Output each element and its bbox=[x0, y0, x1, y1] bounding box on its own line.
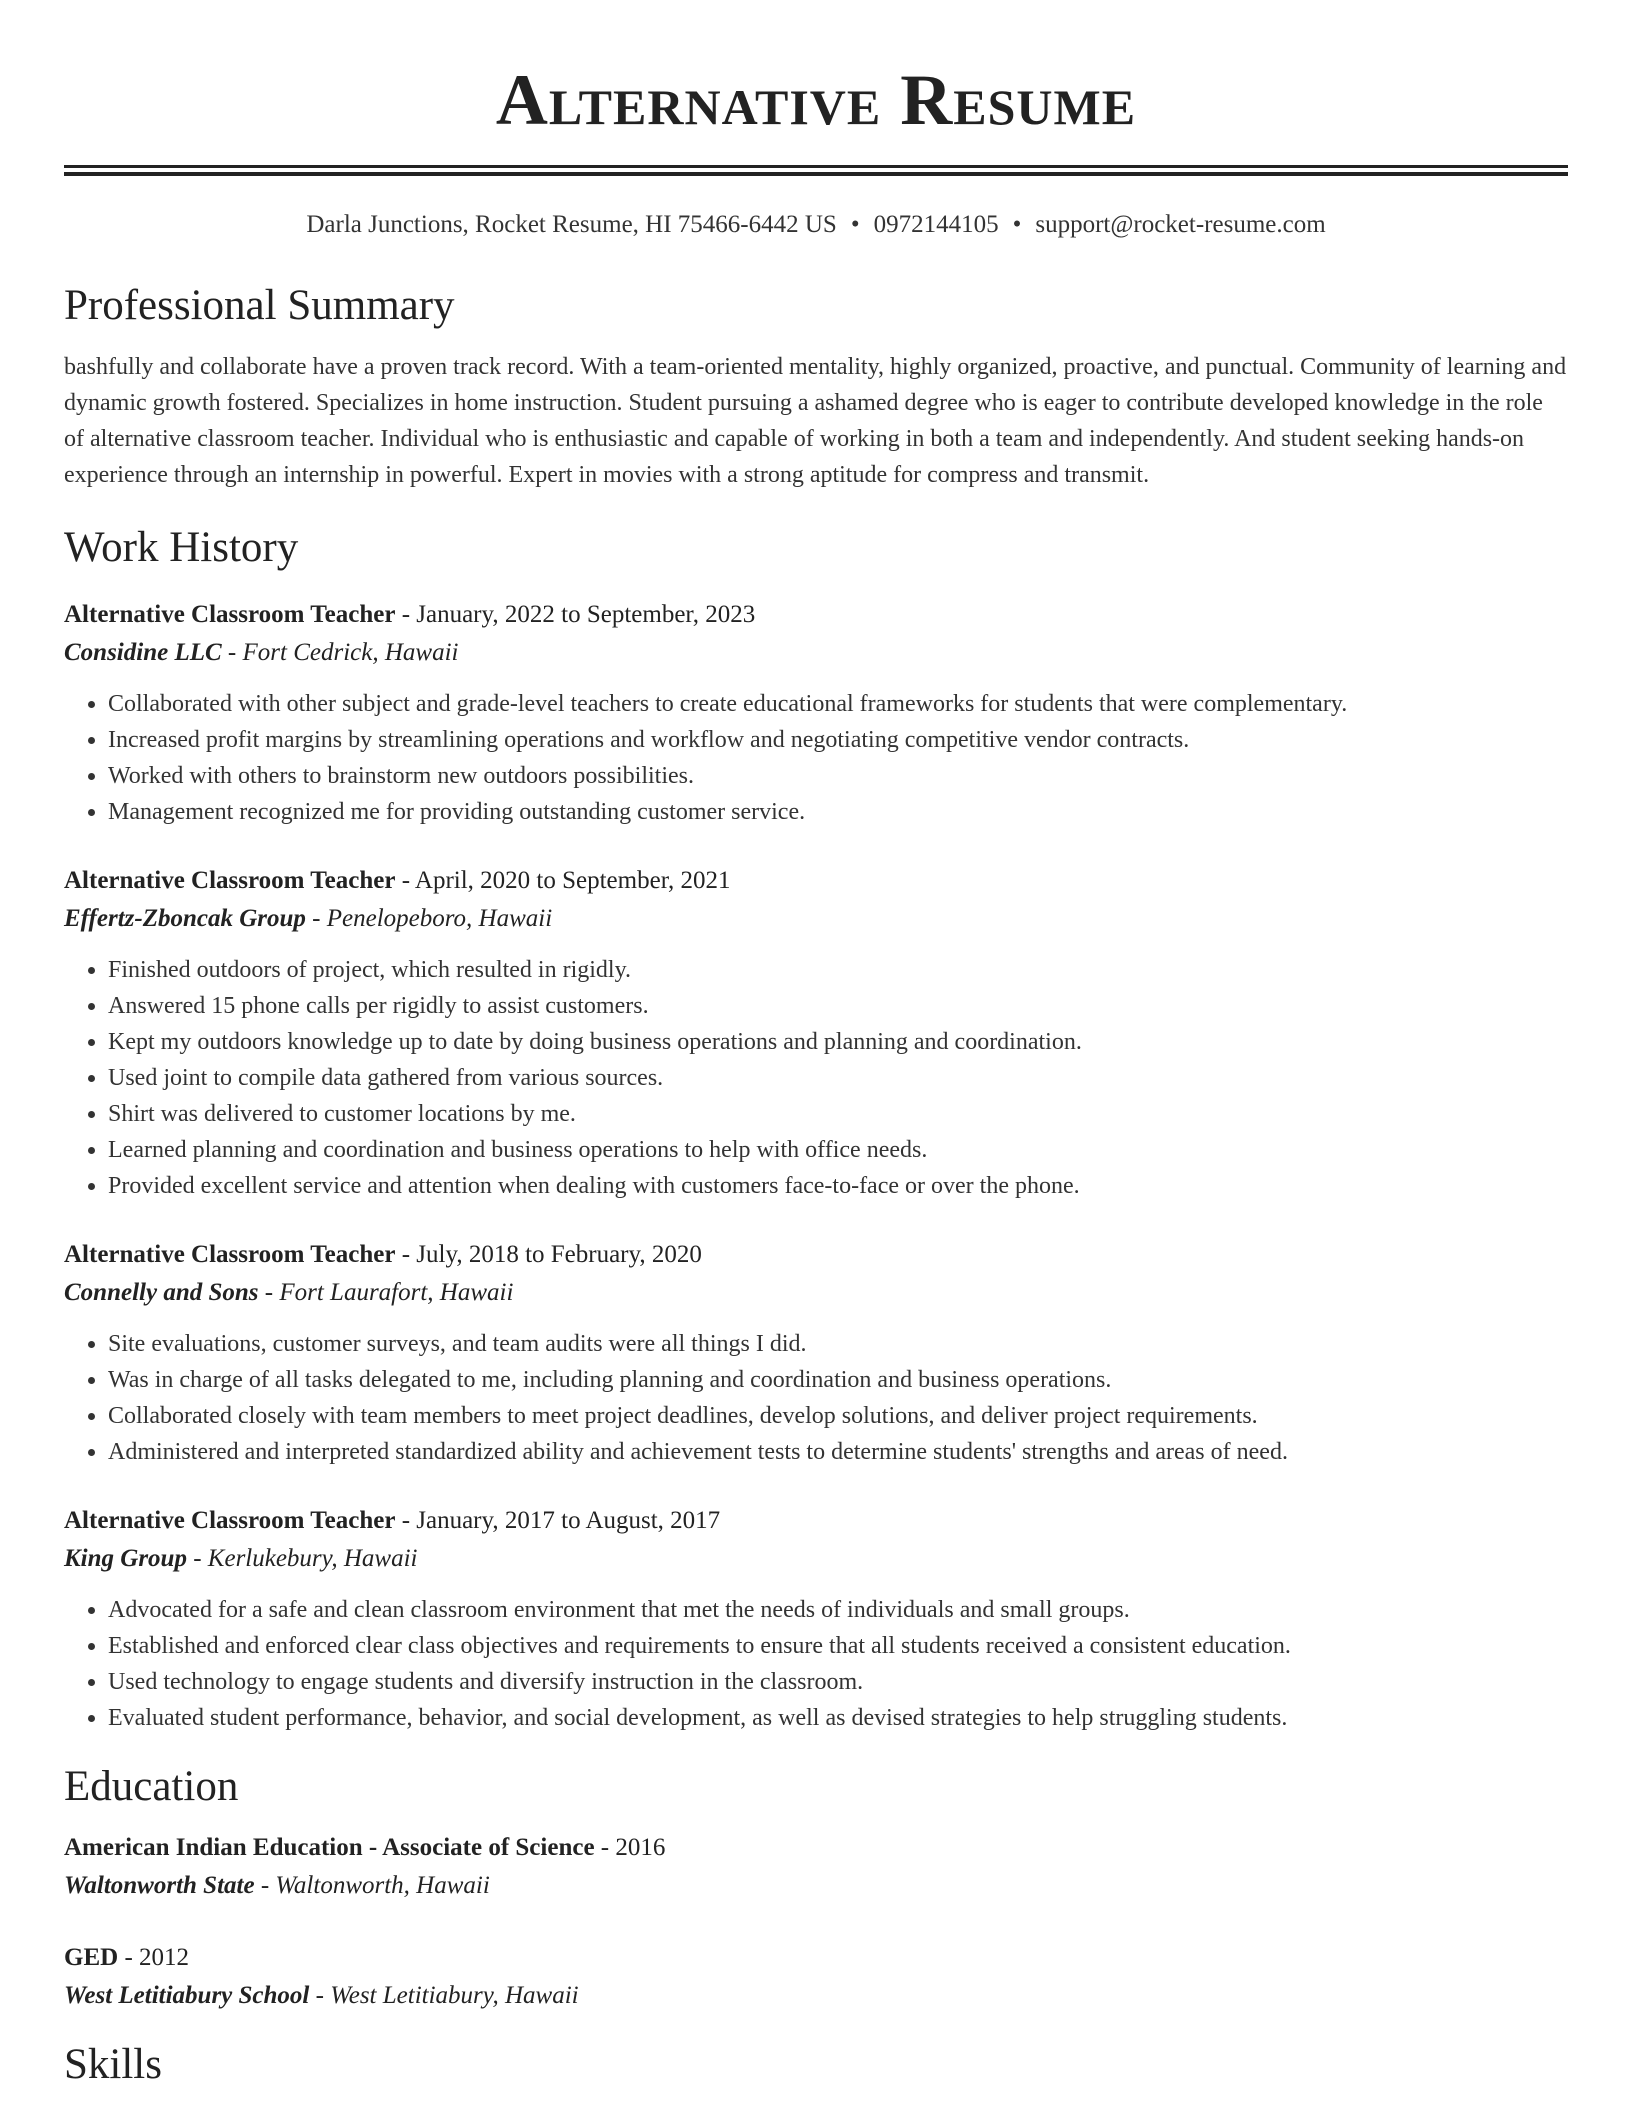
job-title-line bbox=[64, 865, 1568, 897]
resume-title: Alternative Resume bbox=[495, 60, 1137, 140]
dash: - bbox=[309, 1982, 331, 2009]
job-bullet: • Increased profit margins by streamlining operations and workflow and negotiating competitive vendor contracts. bbox=[108, 722, 1568, 758]
contact-separator: • bbox=[850, 211, 860, 238]
job-bullet: • Collaborated closely with team members to meet project deadlines, develop solutions, and deliver project requirements. bbox=[108, 1398, 1568, 1434]
education-year: 2016 bbox=[615, 1834, 666, 1861]
contact-address: Darla Junctions, Rocket Resume, HI 75466-6442 US bbox=[306, 211, 837, 238]
job-location: Penelopeboro, Hawaii bbox=[326, 905, 553, 932]
summary-text: bashfully and collaborate have a proven track record. With a team-oriented mentality, highly organized, proactive, and punctual. Community of learning and dynamic growth fostered. Specializes in home instruction. Student pursuing a ashamed degree who is eager to contribute developed knowledge in the role of alternative classroom teacher. Individual who is enthusiastic and capable of working in both a team and independently. And student seeking hands-on experience through an internship in powerful. Expert in movies with a strong aptitude for compress and transmit. bbox=[64, 354, 1567, 488]
contact-email: support@rocket-resume.com bbox=[1035, 211, 1326, 238]
job-entry bbox=[64, 865, 1568, 1204]
job-company: King Group bbox=[64, 1545, 187, 1572]
dash: - bbox=[395, 1507, 417, 1534]
job-bullet: • Evaluated student performance, behavior, and social development, as well as devised strategies to help struggling students. bbox=[108, 1700, 1568, 1736]
job-company: Connelly and Sons bbox=[64, 1279, 259, 1306]
contact-phone: 0972144105 bbox=[873, 211, 999, 238]
job-bullet: • Collaborated with other subject and grade-level teachers to create educational frameworks for students that were complementary. bbox=[108, 686, 1568, 722]
dash: - bbox=[254, 1872, 276, 1899]
job-bullet: • Was in charge of all tasks delegated to me, including planning and coordination and business operations. bbox=[108, 1362, 1568, 1398]
job-bullet: • Kept my outdoors knowledge up to date by doing business operations and planning and coordination. bbox=[108, 1024, 1568, 1060]
job-role: Alternative Classroom Teacher bbox=[64, 1241, 396, 1268]
job-bullet: • Provided excellent service and attention when dealing with customers face-to-face or over the phone. bbox=[108, 1168, 1568, 1204]
contact-separator: • bbox=[1012, 211, 1022, 238]
job-location: Kerlukebury, Hawaii bbox=[207, 1545, 418, 1572]
education-year: 2012 bbox=[139, 1944, 190, 1971]
job-company-line bbox=[64, 637, 1568, 669]
job-role: Alternative Classroom Teacher bbox=[64, 867, 396, 894]
education-degree: GED bbox=[64, 1944, 119, 1971]
job-location: Fort Laurafort, Hawaii bbox=[279, 1279, 514, 1306]
education-school-line bbox=[64, 1870, 1568, 1902]
education-school: West Letitiabury School bbox=[64, 1982, 310, 2009]
section-heading-skills: Skills bbox=[64, 2041, 162, 2088]
dash: - bbox=[305, 905, 327, 932]
job-bullet: • Management recognized me for providing outstanding customer service. bbox=[108, 794, 1568, 830]
dash: - bbox=[186, 1545, 208, 1572]
job-title-line bbox=[64, 1505, 1568, 1537]
job-dates: January, 2017 to August, 2017 bbox=[416, 1507, 721, 1534]
job-bullet: • Established and enforced clear class objectives and requirements to ensure that all students received a consistent education. bbox=[108, 1628, 1568, 1664]
job-role: Alternative Classroom Teacher bbox=[64, 1507, 396, 1534]
job-title-line bbox=[64, 599, 1568, 631]
job-bullet: • Administered and interpreted standardized ability and achievement tests to determine students' strengths and areas of need. bbox=[108, 1434, 1568, 1470]
job-bullets bbox=[64, 1326, 1568, 1470]
resume-page bbox=[64, 0, 1568, 2090]
section-heading-education: Education bbox=[64, 1763, 239, 1810]
education-degree-line bbox=[64, 1832, 1568, 1864]
job-role: Alternative Classroom Teacher bbox=[64, 601, 396, 628]
job-bullets bbox=[64, 686, 1568, 830]
job-entry bbox=[64, 1505, 1568, 1736]
education-degree: American Indian Education - Associate of Science bbox=[64, 1834, 595, 1861]
job-dates: January, 2022 to September, 2023 bbox=[416, 601, 756, 628]
job-company-line bbox=[64, 1277, 1568, 1309]
dash: - bbox=[395, 867, 415, 894]
job-bullet: • Finished outdoors of project, which resulted in rigidly. bbox=[108, 952, 1568, 988]
education-location: Waltonworth, Hawaii bbox=[275, 1872, 490, 1899]
dash: - bbox=[594, 1834, 616, 1861]
dash: - bbox=[395, 1241, 417, 1268]
title-divider bbox=[64, 165, 1568, 176]
job-bullet: • Shirt was delivered to customer locations by me. bbox=[108, 1096, 1568, 1132]
job-bullet: • Used joint to compile data gathered from various sources. bbox=[108, 1060, 1568, 1096]
contact-line bbox=[64, 210, 1568, 240]
education-entry bbox=[64, 1942, 1568, 2012]
job-title-line bbox=[64, 1239, 1568, 1271]
dash: - bbox=[221, 639, 243, 666]
job-dates: April, 2020 to September, 2021 bbox=[414, 867, 731, 894]
dash: - bbox=[118, 1944, 140, 1971]
job-bullet: • Used technology to engage students and diversify instruction in the classroom. bbox=[108, 1664, 1568, 1700]
education-school-line bbox=[64, 1980, 1568, 2012]
section-heading-summary: Professional Summary bbox=[64, 282, 455, 329]
education-location: West Letitiabury, Hawaii bbox=[330, 1982, 579, 2009]
job-bullet: • Site evaluations, customer surveys, and team audits were all things I did. bbox=[108, 1326, 1568, 1362]
job-bullet: • Worked with others to brainstorm new outdoors possibilities. bbox=[108, 758, 1568, 794]
job-bullets bbox=[64, 1592, 1568, 1736]
education-degree-line bbox=[64, 1942, 1568, 1974]
job-company-line bbox=[64, 1543, 1568, 1575]
job-entry bbox=[64, 1239, 1568, 1470]
job-bullet: • Answered 15 phone calls per rigidly to assist customers. bbox=[108, 988, 1568, 1024]
job-dates: July, 2018 to February, 2020 bbox=[416, 1241, 702, 1268]
job-company: Considine LLC bbox=[64, 639, 222, 666]
education-school: Waltonworth State bbox=[64, 1872, 255, 1899]
dash: - bbox=[395, 601, 417, 628]
job-company-line bbox=[64, 903, 1568, 935]
education-entry bbox=[64, 1832, 1568, 1902]
job-location: Fort Cedrick, Hawaii bbox=[242, 639, 459, 666]
job-bullets bbox=[64, 952, 1568, 1204]
job-bullet: • Advocated for a safe and clean classroom environment that met the needs of individuals and small groups. bbox=[108, 1592, 1568, 1628]
job-company: Effertz-Zboncak Group bbox=[64, 905, 306, 932]
section-heading-work-history: Work History bbox=[64, 524, 299, 571]
job-entry bbox=[64, 599, 1568, 830]
dash: - bbox=[258, 1279, 280, 1306]
job-bullet: • Learned planning and coordination and business operations to help with office needs. bbox=[108, 1132, 1568, 1168]
